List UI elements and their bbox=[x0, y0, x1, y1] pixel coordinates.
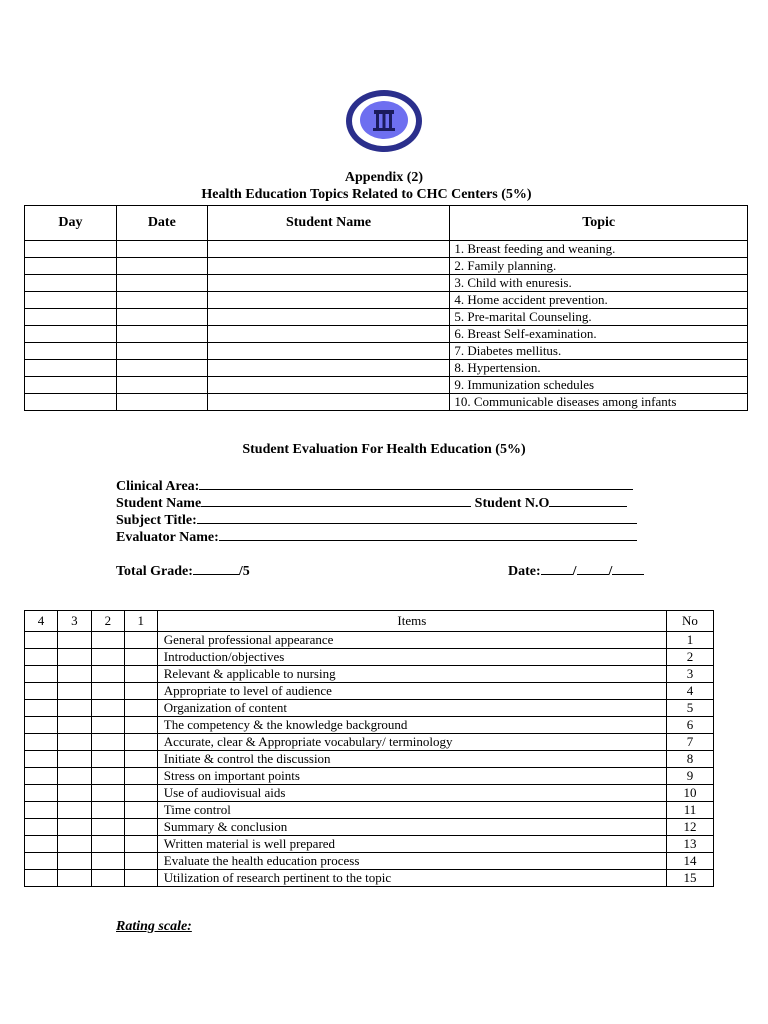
day-cell[interactable] bbox=[25, 394, 117, 411]
score-1-cell[interactable] bbox=[124, 836, 157, 853]
score-3-cell[interactable] bbox=[57, 649, 91, 666]
score-3-cell[interactable] bbox=[57, 734, 91, 751]
date-cell[interactable] bbox=[116, 241, 207, 258]
topic-cell: 2. Family planning. bbox=[450, 258, 748, 275]
topic-cell: 3. Child with enuresis. bbox=[450, 275, 748, 292]
score-4-cell[interactable] bbox=[25, 802, 58, 819]
table-row bbox=[25, 275, 748, 292]
no-cell: 10 bbox=[667, 785, 714, 802]
day-cell[interactable] bbox=[25, 360, 117, 377]
table-row bbox=[25, 700, 714, 717]
subject-title-label: Subject Title: bbox=[116, 513, 197, 528]
item-cell: The competency & the knowledge background bbox=[157, 717, 666, 734]
score-4-cell[interactable] bbox=[25, 683, 58, 700]
date-cell[interactable] bbox=[116, 275, 207, 292]
date-separator: / bbox=[572, 564, 577, 579]
topic-cell: 6. Breast Self-examination. bbox=[450, 326, 748, 343]
topic-cell: 10. Communicable diseases among infants bbox=[450, 394, 748, 411]
item-cell: Introduction/objectives bbox=[157, 649, 666, 666]
score-1-cell[interactable] bbox=[124, 700, 157, 717]
score-1-cell[interactable] bbox=[124, 751, 157, 768]
score-4-cell[interactable] bbox=[25, 870, 58, 887]
date-year-line[interactable] bbox=[612, 561, 644, 575]
score-4-cell[interactable] bbox=[25, 853, 58, 870]
score-1-cell[interactable] bbox=[124, 785, 157, 802]
table-row bbox=[25, 819, 714, 836]
header-day: Day bbox=[25, 206, 117, 241]
header-topic: Topic bbox=[450, 206, 748, 241]
date-day-line[interactable] bbox=[541, 561, 573, 575]
score-1-cell[interactable] bbox=[124, 683, 157, 700]
score-1-cell[interactable] bbox=[124, 649, 157, 666]
table-row bbox=[25, 785, 714, 802]
topic-cell: 5. Pre-marital Counseling. bbox=[450, 309, 748, 326]
score-3-cell[interactable] bbox=[57, 853, 91, 870]
date-cell[interactable] bbox=[116, 343, 207, 360]
table-row bbox=[25, 258, 748, 275]
topics-header-row bbox=[25, 206, 748, 241]
total-grade-suffix: /5 bbox=[238, 564, 250, 579]
no-cell: 5 bbox=[667, 700, 714, 717]
clinical-area-line[interactable] bbox=[199, 476, 633, 490]
day-cell[interactable] bbox=[25, 343, 117, 360]
table-row bbox=[25, 292, 748, 309]
header-score-3: 3 bbox=[57, 611, 91, 632]
topic-cell: 8. Hypertension. bbox=[450, 360, 748, 377]
score-4-cell[interactable] bbox=[25, 734, 58, 751]
header-no: No bbox=[667, 611, 714, 632]
day-cell[interactable] bbox=[25, 258, 117, 275]
header-score-2: 2 bbox=[91, 611, 124, 632]
table-row bbox=[25, 683, 714, 700]
day-cell[interactable] bbox=[25, 309, 117, 326]
score-4-cell[interactable] bbox=[25, 751, 58, 768]
table-row bbox=[25, 802, 714, 819]
score-2-cell[interactable] bbox=[91, 683, 124, 700]
score-2-cell[interactable] bbox=[91, 632, 124, 649]
table-row bbox=[25, 870, 714, 887]
date-cell[interactable] bbox=[116, 326, 207, 343]
date-field bbox=[508, 561, 644, 580]
clinical-area-label: Clinical Area: bbox=[116, 479, 200, 494]
evaluator-name-field bbox=[116, 527, 637, 546]
no-cell: 15 bbox=[667, 870, 714, 887]
score-3-cell[interactable] bbox=[57, 683, 91, 700]
no-cell: 2 bbox=[667, 649, 714, 666]
score-2-cell[interactable] bbox=[91, 751, 124, 768]
score-2-cell[interactable] bbox=[91, 700, 124, 717]
table-row bbox=[25, 734, 714, 751]
item-cell: Appropriate to level of audience bbox=[157, 683, 666, 700]
date-cell[interactable] bbox=[116, 258, 207, 275]
item-cell: Accurate, clear & Appropriate vocabulary/ terminology bbox=[157, 734, 666, 751]
student-name-cell[interactable] bbox=[207, 360, 450, 377]
item-cell: Summary & conclusion bbox=[157, 819, 666, 836]
item-cell: General professional appearance bbox=[157, 632, 666, 649]
no-cell: 13 bbox=[667, 836, 714, 853]
score-3-cell[interactable] bbox=[57, 768, 91, 785]
header-date: Date bbox=[116, 206, 207, 241]
no-cell: 8 bbox=[667, 751, 714, 768]
table-row bbox=[25, 632, 714, 649]
score-2-cell[interactable] bbox=[91, 819, 124, 836]
score-4-cell[interactable] bbox=[25, 700, 58, 717]
score-4-cell[interactable] bbox=[25, 632, 58, 649]
table-row bbox=[25, 768, 714, 785]
topics-table bbox=[24, 205, 748, 411]
eval-header-row bbox=[25, 611, 714, 632]
student-name-cell[interactable] bbox=[207, 258, 450, 275]
student-name-cell[interactable] bbox=[207, 394, 450, 411]
date-separator: / bbox=[608, 564, 613, 579]
score-1-cell[interactable] bbox=[124, 802, 157, 819]
score-3-cell[interactable] bbox=[57, 700, 91, 717]
score-1-cell[interactable] bbox=[124, 632, 157, 649]
student-name-cell[interactable] bbox=[207, 275, 450, 292]
table-row bbox=[25, 836, 714, 853]
no-cell: 11 bbox=[667, 802, 714, 819]
evaluator-name-line[interactable] bbox=[219, 527, 637, 541]
item-cell: Utilization of research pertinent to the topic bbox=[157, 870, 666, 887]
table-row bbox=[25, 394, 748, 411]
no-cell: 4 bbox=[667, 683, 714, 700]
header-score-4: 4 bbox=[25, 611, 58, 632]
evaluation-title: Student Evaluation For Health Education (5%) bbox=[242, 442, 526, 457]
score-1-cell[interactable] bbox=[124, 853, 157, 870]
item-cell: Stress on important points bbox=[157, 768, 666, 785]
date-cell[interactable] bbox=[116, 377, 207, 394]
subject-title-line[interactable] bbox=[197, 510, 637, 524]
no-cell: 7 bbox=[667, 734, 714, 751]
total-grade-line[interactable] bbox=[193, 561, 239, 575]
item-cell: Organization of content bbox=[157, 700, 666, 717]
day-cell[interactable] bbox=[25, 292, 117, 309]
topic-cell: 9. Immunization schedules bbox=[450, 377, 748, 394]
score-1-cell[interactable] bbox=[124, 666, 157, 683]
no-cell: 14 bbox=[667, 853, 714, 870]
score-1-cell[interactable] bbox=[124, 870, 157, 887]
table-row bbox=[25, 343, 748, 360]
no-cell: 1 bbox=[667, 632, 714, 649]
evaluator-name-label: Evaluator Name: bbox=[116, 530, 219, 545]
score-1-cell[interactable] bbox=[124, 768, 157, 785]
score-3-cell[interactable] bbox=[57, 751, 91, 768]
appendix-heading: Appendix (2) bbox=[344, 170, 424, 185]
student-name-cell[interactable] bbox=[207, 309, 450, 326]
score-3-cell[interactable] bbox=[57, 785, 91, 802]
student-name-cell[interactable] bbox=[207, 377, 450, 394]
score-3-cell[interactable] bbox=[57, 802, 91, 819]
header-score-1: 1 bbox=[124, 611, 157, 632]
student-no-label: Student N.O bbox=[474, 496, 550, 511]
score-1-cell[interactable] bbox=[124, 717, 157, 734]
no-cell: 3 bbox=[667, 666, 714, 683]
score-2-cell[interactable] bbox=[91, 870, 124, 887]
score-4-cell[interactable] bbox=[25, 649, 58, 666]
topic-cell: 4. Home accident prevention. bbox=[450, 292, 748, 309]
total-grade-label: Total Grade: bbox=[116, 564, 193, 579]
header-student-name: Student Name bbox=[207, 206, 450, 241]
score-4-cell[interactable] bbox=[25, 836, 58, 853]
item-cell: Written material is well prepared bbox=[157, 836, 666, 853]
score-2-cell[interactable] bbox=[91, 785, 124, 802]
student-name-line[interactable] bbox=[201, 493, 471, 507]
total-grade-field bbox=[116, 561, 250, 580]
item-cell: Initiate & control the discussion bbox=[157, 751, 666, 768]
student-name-cell[interactable] bbox=[207, 241, 450, 258]
score-1-cell[interactable] bbox=[124, 734, 157, 751]
date-label: Date: bbox=[508, 564, 541, 579]
table-row bbox=[25, 666, 714, 683]
table-row bbox=[25, 717, 714, 734]
score-4-cell[interactable] bbox=[25, 819, 58, 836]
topic-cell: 7. Diabetes mellitus. bbox=[450, 343, 748, 360]
score-3-cell[interactable] bbox=[57, 819, 91, 836]
score-2-cell[interactable] bbox=[91, 666, 124, 683]
date-month-line[interactable] bbox=[577, 561, 609, 575]
student-name-cell[interactable] bbox=[207, 326, 450, 343]
score-2-cell[interactable] bbox=[91, 717, 124, 734]
no-cell: 12 bbox=[667, 819, 714, 836]
rating-scale-heading: Rating scale: bbox=[116, 919, 192, 934]
item-cell: Evaluate the health education process bbox=[157, 853, 666, 870]
score-3-cell[interactable] bbox=[57, 632, 91, 649]
score-2-cell[interactable] bbox=[91, 802, 124, 819]
score-2-cell[interactable] bbox=[91, 853, 124, 870]
score-4-cell[interactable] bbox=[25, 666, 58, 683]
date-cell[interactable] bbox=[116, 360, 207, 377]
table-row bbox=[25, 751, 714, 768]
item-cell: Time control bbox=[157, 802, 666, 819]
score-3-cell[interactable] bbox=[57, 666, 91, 683]
table-row bbox=[25, 649, 714, 666]
table-row bbox=[25, 377, 748, 394]
score-4-cell[interactable] bbox=[25, 717, 58, 734]
score-3-cell[interactable] bbox=[57, 870, 91, 887]
date-cell[interactable] bbox=[116, 309, 207, 326]
score-2-cell[interactable] bbox=[91, 649, 124, 666]
student-name-label: Student Name bbox=[116, 496, 202, 511]
item-cell: Relevant & applicable to nursing bbox=[157, 666, 666, 683]
table-row bbox=[25, 360, 748, 377]
university-logo bbox=[341, 88, 427, 154]
evaluation-table bbox=[24, 610, 714, 887]
item-cell: Use of audiovisual aids bbox=[157, 785, 666, 802]
table-row bbox=[25, 309, 748, 326]
day-cell[interactable] bbox=[25, 377, 117, 394]
table-row bbox=[25, 853, 714, 870]
student-name-cell[interactable] bbox=[207, 292, 450, 309]
score-4-cell[interactable] bbox=[25, 785, 58, 802]
score-1-cell[interactable] bbox=[124, 819, 157, 836]
score-2-cell[interactable] bbox=[91, 836, 124, 853]
day-cell[interactable] bbox=[25, 326, 117, 343]
student-no-line[interactable] bbox=[549, 493, 627, 507]
date-cell[interactable] bbox=[116, 394, 207, 411]
header-items: Items bbox=[157, 611, 666, 632]
student-name-cell[interactable] bbox=[207, 343, 450, 360]
score-2-cell[interactable] bbox=[91, 734, 124, 751]
table-row bbox=[25, 326, 748, 343]
topic-cell: 1. Breast feeding and weaning. bbox=[450, 241, 748, 258]
day-cell[interactable] bbox=[25, 241, 117, 258]
score-2-cell[interactable] bbox=[91, 768, 124, 785]
table-row bbox=[25, 241, 748, 258]
score-3-cell[interactable] bbox=[57, 717, 91, 734]
topics-title: Health Education Topics Related to CHC Centers (5%) bbox=[201, 187, 532, 202]
score-4-cell[interactable] bbox=[25, 768, 58, 785]
no-cell: 6 bbox=[667, 717, 714, 734]
score-3-cell[interactable] bbox=[57, 836, 91, 853]
day-cell[interactable] bbox=[25, 275, 117, 292]
no-cell: 9 bbox=[667, 768, 714, 785]
date-cell[interactable] bbox=[116, 292, 207, 309]
